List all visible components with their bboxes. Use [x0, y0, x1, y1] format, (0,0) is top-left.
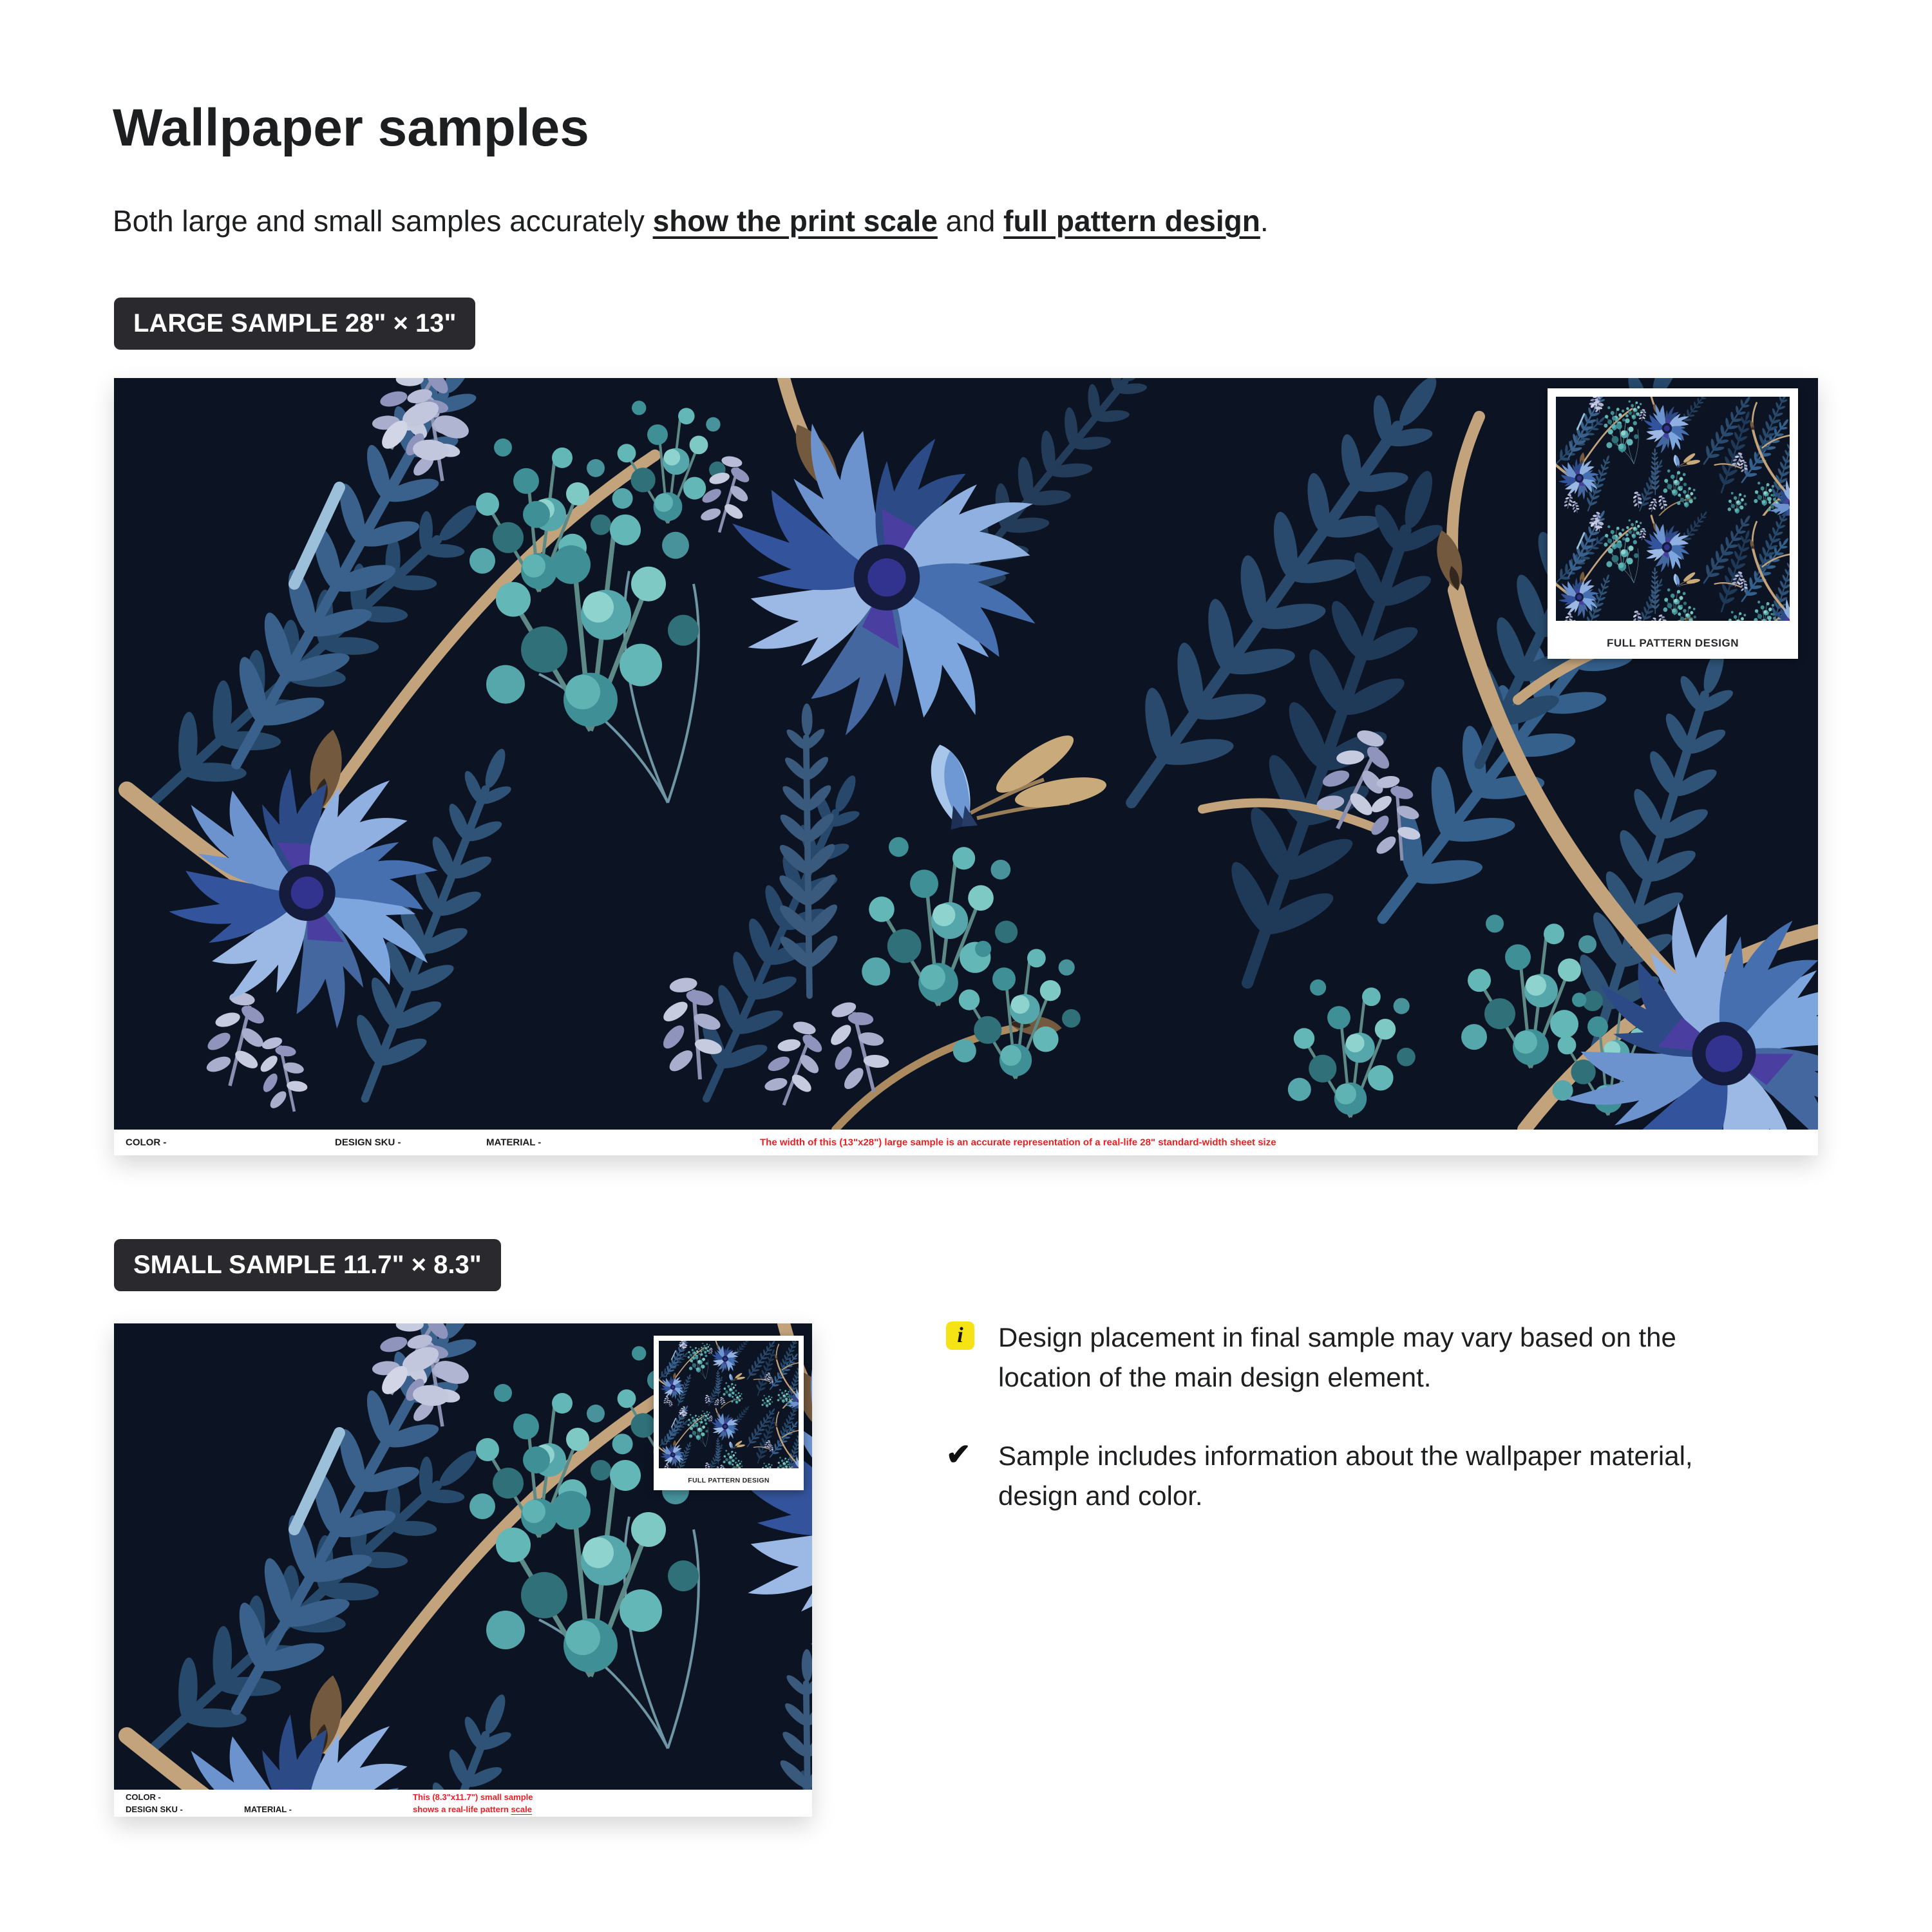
design-sku-label: DESIGN SKU - — [126, 1804, 183, 1814]
subtitle-text: Both large and small samples accurately — [113, 204, 653, 238]
check-icon: ✔ — [946, 1437, 971, 1471]
full-pattern-thumbnail — [1556, 397, 1790, 621]
full-pattern-inset-card — [1548, 388, 1798, 659]
large-sample-sheet — [114, 378, 1818, 1155]
color-label: COLOR - — [126, 1137, 167, 1148]
design-sku-label: DESIGN SKU - — [335, 1137, 401, 1148]
full-pattern-inset-card-small — [654, 1336, 804, 1490]
small-sample-footer — [114, 1790, 812, 1817]
large-sample-footer — [114, 1130, 1818, 1155]
material-label: MATERIAL - — [244, 1804, 292, 1814]
note-design-placement — [946, 1318, 1861, 1397]
subtitle-link-print-scale[interactable]: show the print scale — [652, 204, 938, 238]
note-sample-info — [946, 1436, 1861, 1516]
inset-label: FULL PATTERN DESIGN — [1607, 637, 1739, 649]
inset-label-small: FULL PATTERN DESIGN — [688, 1477, 770, 1484]
material-label: MATERIAL - — [486, 1137, 542, 1148]
small-sample-sheet — [114, 1323, 812, 1817]
full-pattern-thumbnail-small — [659, 1341, 799, 1468]
note-text: Design placement in final sample may vary based on the location of the main design element. — [998, 1322, 1676, 1392]
large-sample-badge: LARGE SAMPLE 28" × 13" — [114, 298, 475, 350]
small-sample-red-note-line1: This (8.3"x11.7") small sample — [413, 1792, 533, 1802]
info-icon: i — [946, 1321, 974, 1350]
large-sample-red-note: The width of this (13"x28") large sample is an accurate representation of a real-life 28" standard-width sheet size — [760, 1137, 1276, 1148]
note-text: Sample includes information about the wallpaper material, design and color. — [998, 1441, 1693, 1511]
small-sample-badge: SMALL SAMPLE 11.7" × 8.3" — [114, 1239, 501, 1291]
page-title: Wallpaper samples — [113, 99, 589, 157]
subtitle-link-full-pattern[interactable]: full pattern design — [1003, 204, 1260, 238]
small-sample-red-note-line2: shows a real-life pattern scale — [413, 1804, 532, 1814]
page-subtitle: Both large and small samples accurately show the print scale and full pattern design. — [113, 204, 1269, 238]
color-label: COLOR - — [126, 1792, 161, 1802]
